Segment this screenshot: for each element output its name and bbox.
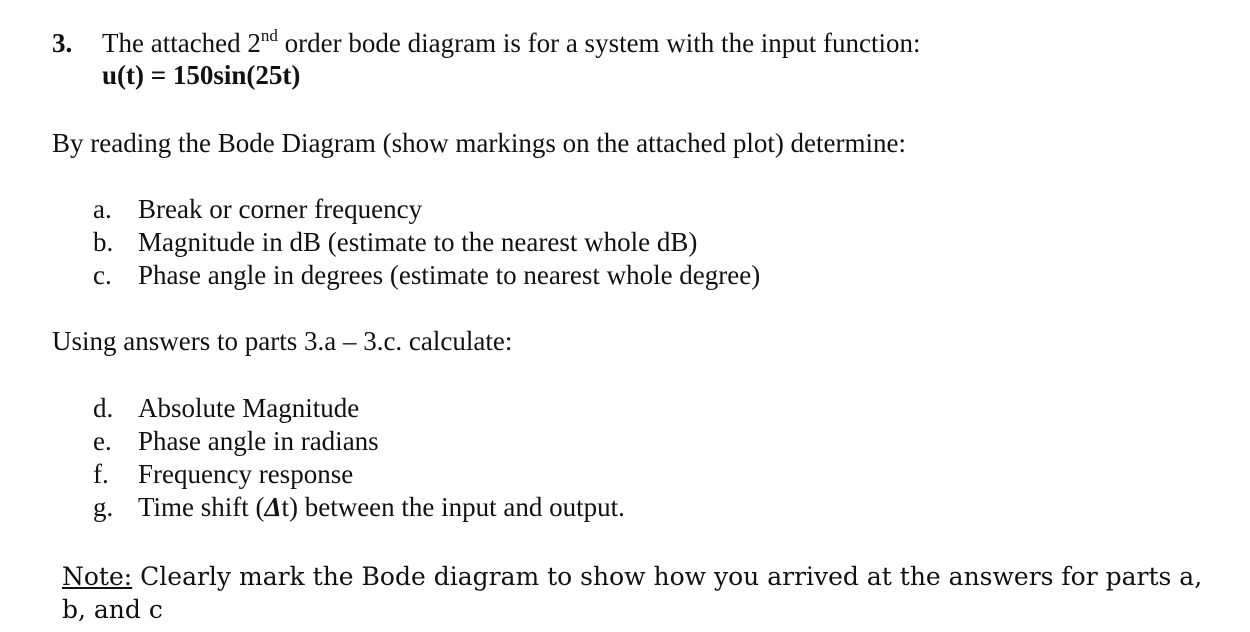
list-item-text-end: t) between the input and output.: [281, 492, 625, 522]
question-text: [102, 28, 921, 59]
delta-symbol: Δ: [264, 492, 282, 522]
list-marker: c.: [93, 260, 112, 290]
reading-intro: By reading the Bode Diagram (show markings on the attached plot) determine:: [52, 128, 907, 158]
list-marker: g.: [93, 492, 114, 522]
list-item-text: Break or corner frequency: [138, 194, 423, 224]
ordinal-superscript: nd: [260, 26, 278, 45]
list-item-text: Phase angle in degrees (estimate to nearest whole degree): [138, 260, 761, 290]
list-item: [93, 260, 760, 291]
list-marker: a.: [93, 194, 112, 224]
list-marker: e.: [93, 426, 112, 456]
note: [62, 560, 1212, 626]
list-item: [93, 227, 697, 258]
calc-intro: Using answers to parts 3.a – 3.c. calculate:: [52, 326, 513, 356]
list-item-text: Phase angle in radians: [138, 426, 379, 456]
list-marker: b.: [93, 227, 114, 257]
list-item-text: Magnitude in dB (estimate to the nearest whole dB): [138, 227, 698, 257]
question-text-end: order bode diagram is for a system with the input function:: [277, 28, 921, 58]
list-item: [93, 393, 359, 424]
list-item-text-start: Time shift (: [138, 492, 265, 522]
input-function: u(t) = 150sin(25t): [102, 60, 301, 90]
list-item-text: Absolute Magnitude: [138, 393, 360, 423]
note-text: Clearly mark the Bode diagram to show how you arrived at the answers for parts a, b, and c: [62, 562, 1203, 624]
list-item-text: Frequency response: [138, 459, 354, 489]
question-number: 3.: [52, 28, 73, 58]
list-item: [93, 426, 379, 457]
list-item: [93, 492, 625, 523]
note-label: Note:: [62, 562, 133, 591]
list-item: [93, 459, 353, 490]
list-item: [93, 194, 422, 225]
list-marker: f.: [93, 459, 109, 489]
list-marker: d.: [93, 393, 114, 423]
question-text-start: The attached 2: [102, 28, 261, 58]
